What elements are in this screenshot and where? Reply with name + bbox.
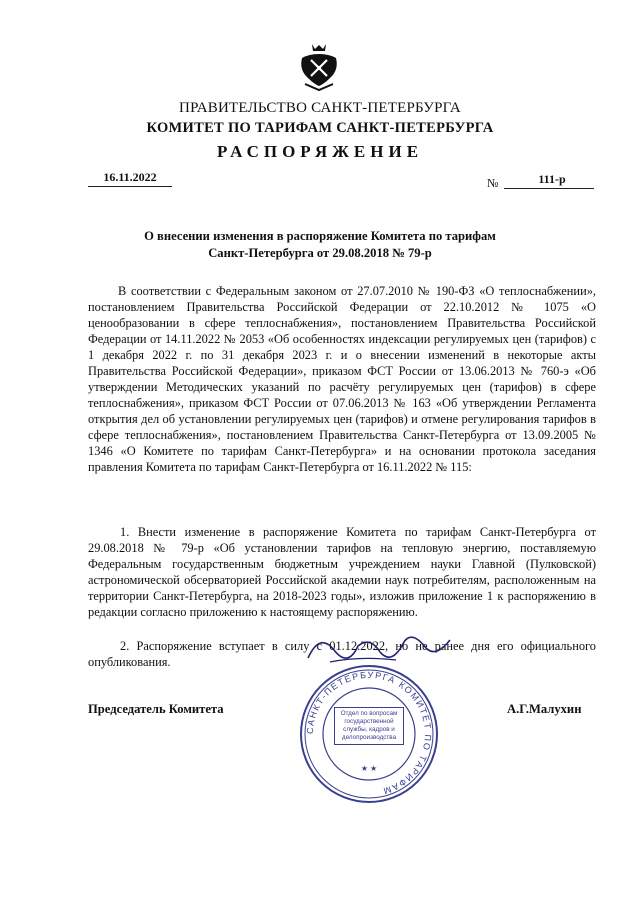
item-1-paragraph: 1. Внести изменение в распоряжение Комитета по тарифам Санкт-Петербурга от 29.08.2018 № 79-р «Об установлении тарифов на тепловую энергию, поставляемую Федеральным государственным бюджетным учреждением науки Главной (Пулковской) астрономической обсерваторией Российской академии наук потребителям, расположенным на территории Санкт-Петербурга, на 2018-2023 годы», изложив приложение 1 к распоряжению в редакции согласно приложению к настоящему распоряжению. — [88, 525, 596, 619]
item-2-paragraph: 2. Распоряжение вступает в силу с 01.12.2022, но не ранее дня его официального опубликования. — [88, 639, 596, 669]
number-sign: № — [487, 176, 499, 190]
number-underline — [504, 188, 594, 189]
date-underline — [88, 186, 172, 187]
document-type-title: РАСПОРЯЖЕНИЕ — [216, 142, 424, 161]
government-heading: ПРАВИТЕЛЬСТВО САНКТ-ПЕТЕРБУРГА — [179, 100, 461, 116]
stamp-inner-text: Отдел по вопросам государственной службы, кадров и делопроизводства — [334, 707, 404, 745]
committee-heading: КОМИТЕТ ПО ТАРИФАМ САНКТ-ПЕТЕРБУРГА — [146, 120, 494, 136]
subject-line-2: Санкт-Петербурга от 29.08.2018 № 79-р — [208, 246, 432, 260]
signatory-name: А.Г.Малухин — [507, 702, 582, 716]
handwritten-signature — [300, 628, 460, 668]
document-number: 111-р — [538, 172, 566, 186]
document-subject — [100, 228, 540, 262]
subject-line-1: О внесении изменения в распоряжение Комитета по тарифам — [144, 229, 496, 243]
chairman-position: Председатель Комитета — [88, 702, 224, 716]
svg-text:★ ★: ★ ★ — [360, 764, 378, 773]
document-date: 16.11.2022 — [103, 170, 157, 184]
stamp-outer-text: САНКТ-ПЕТЕРБУРГА КОМИТЕТ ПО ТАРИФАМ — [304, 669, 434, 797]
official-stamp — [298, 663, 440, 805]
coat-of-arms-emblem — [296, 40, 342, 92]
preamble-paragraph: В соответствии с Федеральным законом от 27.07.2010 № 190-ФЗ «О теплоснабжении», постановлением Правительства Российской Федерации от 22.10.2012 № 1075 «О ценообразовании в сфере теплоснабжения», постановлением Правительства Российской Федерации от 14.11.2022 № 2053 «Об особенностях индексации регулируемых цен (тарифов) с 1 декабря 2022 г. по 31 декабря 2023 г. и о внесении изменений в некоторые акты Правительства Российской Федерации», приказом ФСТ России от 13.06.2013 № 760-э «Об утверждении Методических указаний по расчёту регулируемых цен (тарифов) в сфере теплоснабжения», приказом ФСТ России от 07.06.2013 № 163 «Об утверждении Регламента открытия дел об установлении регулируемых цен (тарифов) и отмене регулирования тарифов в сфере теплоснабжения», постановлением Правительства Санкт-Петербурга от 13.09.2005 № 1346 «О Комитете по тарифам Санкт-Петербурга» и на основании протокола заседания правления Комитета по тарифам Санкт-Петербурга от 16.11.2022 № 115: — [88, 284, 596, 474]
